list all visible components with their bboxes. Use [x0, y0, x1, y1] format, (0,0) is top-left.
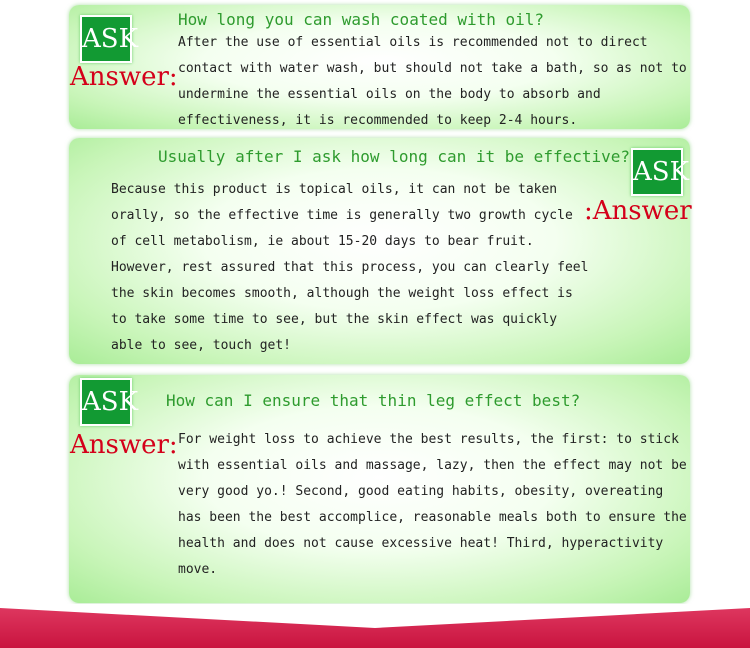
footer-notch-decoration	[0, 604, 750, 630]
ask-badge-3: ASK	[80, 378, 132, 426]
answer-2: Because this product is topical oils, it can not be taken orally, so the effective time is generally two growth cycle of cell metabolism, ie about 15-20 days to bear fruit. However, rest assured that this process, you can clearly feel the skin becomes smooth, although the weight loss effect is to take some time to see, but the skin effect was quickly able to see, touch get!	[111, 182, 589, 353]
answer-3: For weight loss to achieve the best results, the first: to stick with essential oils and massage, lazy, then the effect may not be very good yo.! Second, good eating habits, obesity, overeating has been the best accomplice, reasonable meals both to ensure the health and does not cause excessive heat! Third, hyperactivity move.	[178, 432, 687, 577]
answer-1: After the use of essential oils is recommended not to direct contact with water wash, but should not take a bath, so as not to undermine the essential oils on the body to absorb and effectiveness, it is recommended to keep 2-4 hours.	[178, 35, 687, 128]
question-2: Usually after I ask how long can it be effective?	[158, 147, 631, 166]
ask-badge-1: ASK	[80, 15, 132, 63]
answer-label-2: :Answer	[584, 196, 692, 226]
question-1: How long you can wash coated with oil?	[178, 10, 545, 29]
question-3: How can I ensure that thin leg effect best?	[166, 391, 581, 410]
answer-label-1: Answer:	[70, 62, 178, 92]
answer-label-3: Answer:	[70, 430, 178, 460]
ask-badge-2: ASK	[631, 148, 683, 196]
